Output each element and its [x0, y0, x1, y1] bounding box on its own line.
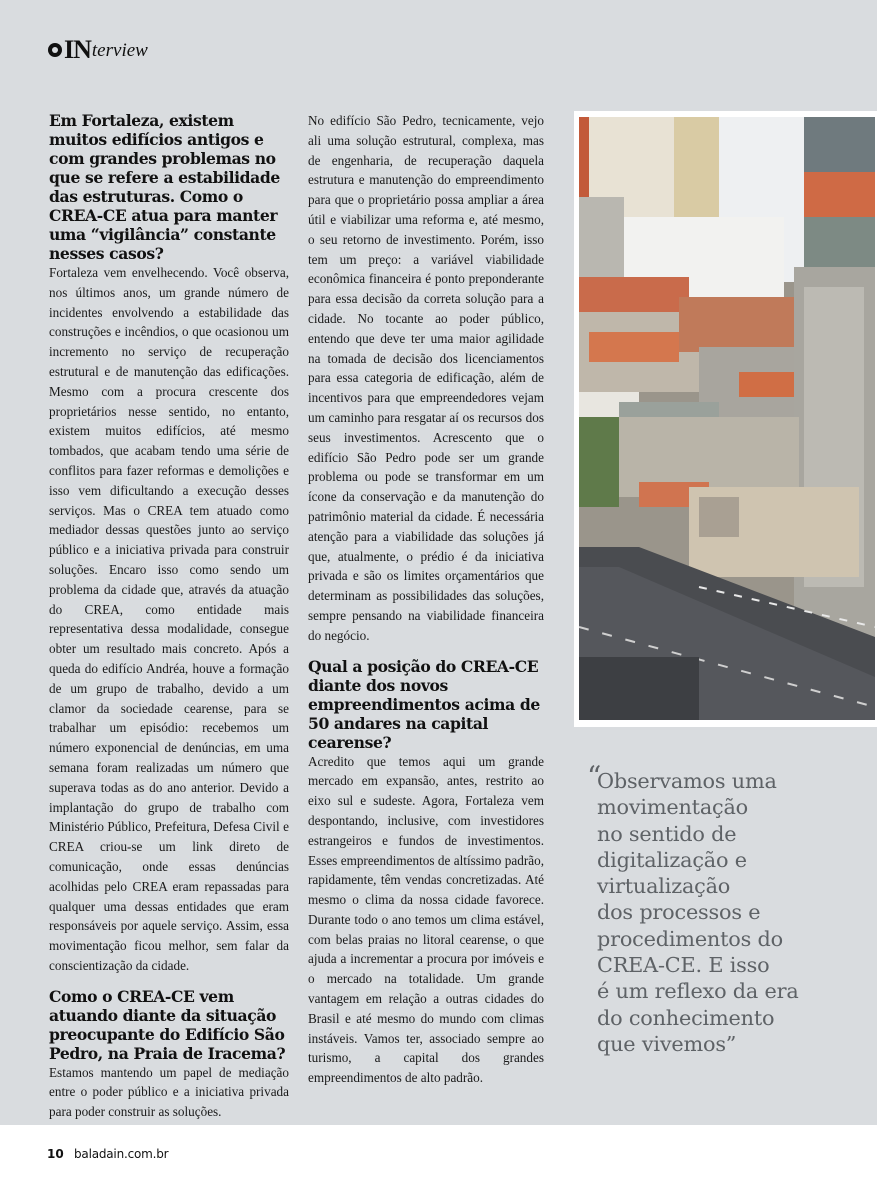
pull-quote-line: digitalização e	[597, 847, 747, 872]
section-logo-rest: terview	[91, 39, 148, 61]
pull-quote-line: no sentido de	[597, 821, 737, 846]
pull-quote-line: procedimentos do	[597, 926, 783, 951]
pull-quote-line: é um reflexo da era	[597, 979, 799, 1004]
aerial-city-photo	[574, 111, 877, 727]
pull-quote-line: do conhecimento	[597, 1005, 775, 1030]
pull-quote-line: Observamos uma	[597, 769, 777, 793]
section-logo-initials: IN	[64, 35, 91, 64]
article-column-left	[49, 111, 289, 1122]
paragraph-gap	[308, 646, 544, 657]
interview-question: Em Fortaleza, existem muitos edifícios antigos e com grandes problemas no que se refere a estabilidade das estruturas. Como o CREA-CE atua para manter uma “vigilância” constante nesses casos?	[49, 111, 280, 263]
footer-band	[0, 1125, 877, 1200]
website-link[interactable]: baladain.com.br	[74, 1147, 169, 1161]
interview-answer: Estamos mantendo um papel de mediação entre o poder público e a iniciativa privada para poder construir as soluções.	[49, 1064, 289, 1120]
interview-question: Como o CREA-CE vem atuando diante da situação preocupante do Edifício São Pedro, na Praia de Iracema?	[49, 986, 286, 1063]
interview-question: Qual a posição do CREA-CE diante dos novos empreendimentos acima de 50 andares na capital cearense?	[308, 656, 540, 752]
pull-quote-text	[597, 768, 857, 1057]
paragraph-gap	[49, 976, 289, 987]
bullet-icon	[48, 43, 62, 57]
pull-quote-line: CREA-CE. E isso	[597, 953, 770, 978]
pull-quote	[587, 760, 857, 1057]
interview-answer: No edifício São Pedro, tecnicamente, vejo ali uma solução estrutural, complexa, mas de engenharia, de recuperação daquela estrutura e manutenção do empreendimento para que o proprietário possa ampliar a área útil e viabilizar uma reforma e, até mesmo, o seu retorno de investimento. Porém, isso tem um preço: a variável viabilidade econômica financeira é ponto preponderante para essa decisão da correta solução para a cidade. No tocante ao poder público, entendo que deve ter uma maior agilidade na tomada de decisão dos licenciamentos para essa categoria de edificação, além de incentivos para que empreendedores vejam um caminho para resgatar aí os recursos dos seus investimentos. Acrescento que o edifício São Pedro pode ser um grande problema ou pode se transformar em um ícone da conservação e da manutenção do patrimônio material da cidade. É necessária atenção para a viabilidade das soluções já que, atualmente, o prédio é da iniciativa privada e são os limites orçamentários que determinam as possibilidades das soluções, sempre pensando na viabilidade financeira do negócio.	[308, 113, 544, 643]
section-logo	[48, 34, 148, 66]
pull-quote-line: dos processos e	[597, 900, 761, 925]
pull-quote-line: virtualização	[597, 874, 731, 899]
interview-answer: Acredito que temos aqui um grande mercado em expansão, antes, restrito ao eixo sul e sudeste. Agora, Fortaleza vem despontando, inclusive, com investidores estrangeiros e fundos de investimentos. Esses empreendimentos de altíssimo padrão, rapidamente, têm vendas concretizadas. Até mesmo o clima da nossa cidade favorece. Durante todo o ano temos um clima estável, com belas praias no litoral cearense, o que ajuda a incrementar a procura por imóveis e o mercado na totalidade. Um grande vantagem em relação a outras cidades do Brasil e até mesmo do mundo com climas instáveis. Vamos ter, associado sempre ao turismo, a capital dos grandes empreendimentos de alto padrão.	[308, 753, 544, 1086]
article-column-middle	[308, 111, 544, 1088]
pull-quote-mark: “	[587, 760, 602, 793]
page-number: 10	[47, 1147, 64, 1161]
pull-quote-line: movimentação	[597, 795, 748, 820]
pull-quote-line: que vivemos”	[597, 1031, 737, 1056]
aerial-photo-illustration	[579, 117, 875, 720]
interview-answer: Fortaleza vem envelhecendo. Você observa, nos últimos anos, um grande número de incidentes envolvendo a estabilidade das construções e incêndios, o que ocasionou um incremento no serviço de recuperação estrutural e de manutenção das edificações. Mesmo com a procura crescente dos proprietários nesse sentido, no entanto, existem muitos edifícios, até mesmo tombados, que acabam tendo uma série de conflitos para fazer reformas e demolições e isso vem dificultando a execução desses serviços. Mas o CREA tem atuado como mediador dessas questões junto ao serviço público e a iniciativa privada para construir soluções. Encaro isso como sendo um problema da cidade que, através da atuação do CREA, como entidade mais representativa dessa modalidade, consegue obter um resultado mais concreto. Após a queda do edifício Andréa, houve a formação de um grupo de trabalho, devido a um clamor da sociedade cearense, para se trabalhar um episódio: recebemos um número exponencial de denúncias, em uma semana foram realizadas um número que superava todas as do ano anterior. Devido a implantação do grupo de trabalho com Ministério Público, Prefeitura, Defesa Civil e CREA criou-se um link direto de comunicação, onde essas denúncias acolhidas pelo CREA eram repassadas para qualquer uma dessas entidades que eram responsáveis por aquele serviço. Assim, essa movimentação ficou melhor, sem falar da conscientização da cidade.	[49, 265, 289, 973]
